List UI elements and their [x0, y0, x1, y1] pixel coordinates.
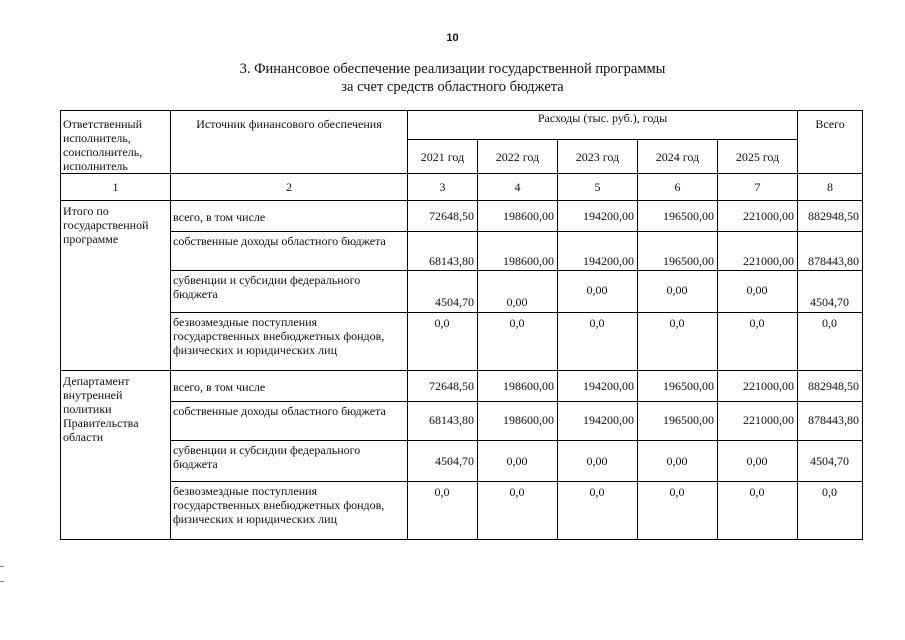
value-cell: 0,0 [558, 313, 638, 371]
value-cell: 0,0 [478, 482, 558, 540]
value-cell: 0,0 [798, 482, 863, 540]
column-number: 8 [798, 174, 863, 201]
value-cell: 0,0 [638, 482, 718, 540]
value-cell: 0,00 [558, 271, 638, 313]
value-cell: 194200,00 [558, 201, 638, 232]
value-cell: 0,00 [718, 271, 798, 313]
table-row [61, 371, 863, 402]
value-cell: 4504,70 [798, 441, 863, 482]
table-row [61, 482, 863, 540]
value-cell: 0,0 [798, 313, 863, 371]
value-cell: 198600,00 [478, 201, 558, 232]
value-cell: 196500,00 [638, 232, 718, 271]
value-cell: 68143,80 [408, 402, 478, 441]
value-cell: 198600,00 [478, 402, 558, 441]
table-row [61, 232, 863, 271]
header-expenses: Расходы (тыс. руб.), годы [408, 111, 798, 140]
header-executor: Ответственный исполнитель, соисполнитель, исполнитель [61, 111, 171, 174]
title-line-1: 3. Финансовое обеспечение реализации государственной программы [239, 61, 666, 77]
source-cell: субвенции и субсидии федерального бюджета [171, 441, 408, 482]
header-year: 2021 год [408, 140, 478, 174]
header-total: Всего [798, 111, 863, 174]
value-cell: 0,00 [558, 441, 638, 482]
value-cell: 198600,00 [478, 371, 558, 402]
value-cell: 194200,00 [558, 371, 638, 402]
value-cell: 0,0 [408, 313, 478, 371]
executor-cell: Департамент внутренней политики Правительства области [61, 371, 171, 540]
value-cell: 0,0 [478, 313, 558, 371]
value-cell: 196500,00 [638, 201, 718, 232]
value-cell: 0,0 [638, 313, 718, 371]
table-row [61, 441, 863, 482]
column-number-row [61, 174, 863, 201]
value-cell: 221000,00 [718, 402, 798, 441]
column-number: 7 [718, 174, 798, 201]
page-number: 10 [446, 32, 459, 44]
value-cell: 0,00 [478, 271, 558, 313]
financing-table [60, 110, 863, 540]
value-cell: 0,0 [408, 482, 478, 540]
value-cell: 0,0 [718, 482, 798, 540]
value-cell: 194200,00 [558, 232, 638, 271]
value-cell: 198600,00 [478, 232, 558, 271]
column-number: 6 [638, 174, 718, 201]
value-cell: 882948,50 [798, 371, 863, 402]
source-cell: всего, в том числе [171, 371, 408, 402]
value-cell: 882948,50 [798, 201, 863, 232]
column-number: 3 [408, 174, 478, 201]
table-row [61, 313, 863, 371]
column-number: 5 [558, 174, 638, 201]
value-cell: 4504,70 [798, 271, 863, 313]
title-line-2: за счет средств областного бюджета [341, 79, 564, 95]
source-cell: всего, в том числе [171, 201, 408, 232]
source-cell: собственные доходы областного бюджета [171, 402, 408, 441]
scan-edge-mark [0, 566, 4, 582]
column-number: 2 [171, 174, 408, 201]
executor-cell: Итого по государственной программе [61, 201, 171, 371]
table-row [61, 201, 863, 232]
value-cell: 221000,00 [718, 232, 798, 271]
header-year: 2024 год [638, 140, 718, 174]
value-cell: 878443,80 [798, 402, 863, 441]
column-number: 4 [478, 174, 558, 201]
value-cell: 221000,00 [718, 371, 798, 402]
source-cell: субвенции и субсидии федерального бюджета [171, 271, 408, 313]
header-year: 2022 год [478, 140, 558, 174]
header-year: 2025 год [718, 140, 798, 174]
value-cell: 0,0 [558, 482, 638, 540]
value-cell: 196500,00 [638, 371, 718, 402]
value-cell: 4504,70 [408, 441, 478, 482]
value-cell: 0,00 [638, 441, 718, 482]
column-number: 1 [61, 174, 171, 201]
value-cell: 72648,50 [408, 371, 478, 402]
value-cell: 0,00 [478, 441, 558, 482]
header-row [61, 111, 863, 140]
source-cell: безвозмездные поступления государственных внебюджетных фондов, физических и юридических лиц [171, 313, 408, 371]
value-cell: 0,0 [718, 313, 798, 371]
value-cell: 68143,80 [408, 232, 478, 271]
document-title [0, 60, 905, 96]
source-cell: собственные доходы областного бюджета [171, 232, 408, 271]
table-row [61, 402, 863, 441]
table-row [61, 271, 863, 313]
header-source: Источник финансового обеспечения [171, 111, 408, 174]
value-cell: 196500,00 [638, 402, 718, 441]
value-cell: 194200,00 [558, 402, 638, 441]
value-cell: 0,00 [718, 441, 798, 482]
value-cell: 0,00 [638, 271, 718, 313]
value-cell: 878443,80 [798, 232, 863, 271]
source-cell: безвозмездные поступления государственных внебюджетных фондов, физических и юридических лиц [171, 482, 408, 540]
value-cell: 72648,50 [408, 201, 478, 232]
value-cell: 4504,70 [408, 271, 478, 313]
header-year: 2023 год [558, 140, 638, 174]
value-cell: 221000,00 [718, 201, 798, 232]
